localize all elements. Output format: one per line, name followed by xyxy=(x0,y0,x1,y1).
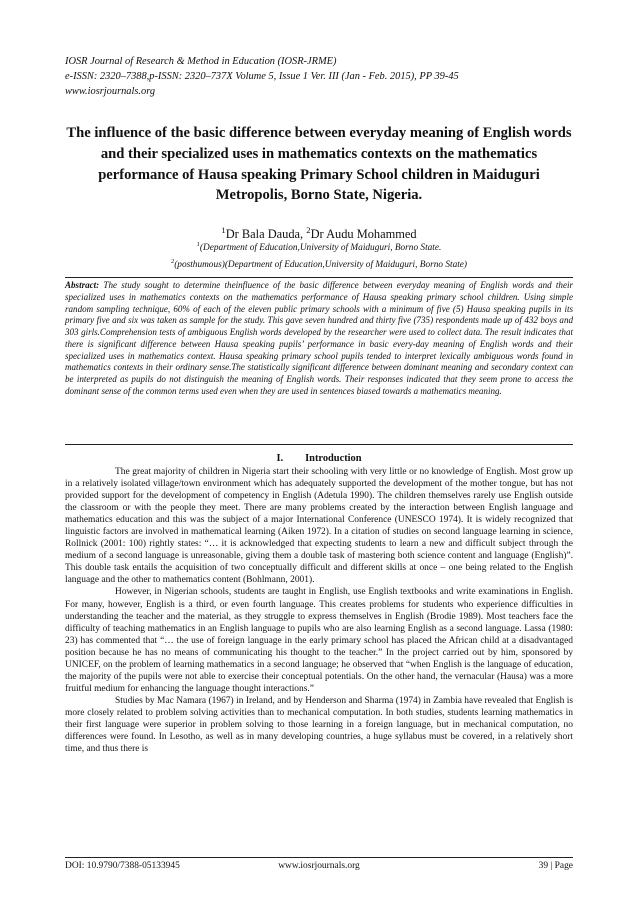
page-footer xyxy=(65,860,573,874)
journal-header xyxy=(65,54,575,99)
abstract-bottom-rule xyxy=(65,444,573,445)
footer-page-number: 39 | Page xyxy=(538,861,573,871)
author-2-marker: 2 xyxy=(306,224,311,235)
journal-name: IOSR Journal of Research & Method in Education (IOSR-JRME) xyxy=(65,56,337,67)
affiliation-2 xyxy=(62,259,576,271)
footer-rule xyxy=(65,857,573,858)
affiliation-2-text: (posthumous)(Department of Education,University of Maiduguri, Borno State) xyxy=(174,260,468,270)
abstract-text: The study sought to determine theinfluence of the basic difference between everyday meaning of English words and their specialized uses in mathematics contexts on the mathematics performance of Hausa speaking primary school children. Using simple random sampling technique, 60% of each of the eleven public primary schools with a minimum of five (5) Hausa speaking pupils in its primary five and six was taken as sample for the study. This gave seven hundred and thirty five (735) respondents made up of 432 boys and 303 girls.Comprehension tests of ambiguous English words developed by the researcher were used to collect data. The result indicates that there is significant difference between Hausa speaking pupils’ performance in basic every-day meaning of English words and their specialized uses in mathematics context. Hausa speaking primary school pupils tended to interpret lexically ambiguous words found in mathematics contexts in their ordinary sense.The statistically significant difference between dominant meaning and secondary context can be interpreted as pupils do not distinguish the meaning of English words. Their responses indicated that they seem prone to access the dominant sense of the common terms used even when they are used in sentences biased towards a mathematics meaning. xyxy=(65,280,573,396)
affiliation-1-text: (Department of Education,University of Maiduguri, Borno State. xyxy=(199,243,442,253)
author-2-name: Dr Audu Mohammed xyxy=(310,227,417,241)
section-heading xyxy=(65,452,573,465)
section-title: Introduction xyxy=(305,453,362,464)
footer-website: www.iosrjournals.org xyxy=(278,861,360,871)
body-text xyxy=(65,466,573,755)
author-1-name: Dr Bala Dauda, xyxy=(225,227,307,241)
abstract xyxy=(65,280,573,398)
abstract-label: Abstract: xyxy=(65,280,100,290)
affiliation-2-marker: 2 xyxy=(170,257,175,265)
body-paragraph-1: The great majority of children in Nigeria start their schooling with very little or no knowledge of English. Most grow up in a relatively isolated village/town environment which has adequately supported the development of the mother tongue, but has not provided support for the development of competency in English (Adetula 1990). The children themselves rarely use English outside the classroom or with the people they meet. There are many problems created by the interaction between English language and mathematics education and this was the subject of a major International Conference (UNESCO 1974). It is widely recognized that linguistic factors are involved in mathematical learning (Aiken 1972). In a citation of studies on second language learning in science, Rollnick (2001: 100) rightly states: “… it is acknowledged that expecting students to learn a new and difficult subject through the medium of a second language is unreasonable, giving them a double task of mastering both science content and language (English)”. This double task entails the acquisition of two conceptually difficult and different skills at once – one being related to the English language and the other to mathematics content (Bohlmann, 2001). xyxy=(65,467,573,586)
author-line xyxy=(62,226,576,242)
body-paragraph-3: Studies by Mac Namara (1967) in Ireland, and by Henderson and Sharma (1974) in Zambia have revealed that English is more closely related to problem solving activities than to mechanical computation. In both studies, students learning mathematics in their first language were superior in problem solving to those learning in a foreign language, but in mechanical computation, no differences were found. In Lesotho, as well as in many developing countries, a huge syllabus must be covered, in a relatively short time, and thus there is xyxy=(65,695,573,755)
affiliation-1-marker: 1 xyxy=(196,240,200,248)
abstract-top-rule xyxy=(65,277,573,278)
author-1-marker: 1 xyxy=(221,224,226,235)
section-number: I. xyxy=(276,453,284,464)
paper-title: The influence of the basic difference between everyday meaning of English words and their specialized uses in mathematics contexts on the mathematics performance of Hausa speaking Primary School children in Maiduguri Metropolis, Borno State, Nigeria. xyxy=(66,125,572,204)
journal-issn-volume: e-ISSN: 2320–7388,p-ISSN: 2320–737X Volume 5, Issue 1 Ver. III (Jan - Feb. 2015), PP 39-45 xyxy=(65,71,459,82)
affiliation-1 xyxy=(62,242,576,254)
body-paragraph-2: However, in Nigerian schools, students are taught in English, use English textbooks and write examinations in English. For many, however, English is a third, or even fourth language. This creates problems for students who experience difficulties in understanding the teacher and the material, as they struggle to express themselves in English (Brodie 1989). Most teachers face the difficulty of teaching mathematics in an English language to pupils who are also learning English as a second language. Lassa (1980: 23) has commented that “… the use of foreign language in the early primary school has placed the African child at a disadvantaged position because he has no means of communicating his thought to the teacher.” In the project carried out by him, sponsored by UNICEF, on the problem of learning mathematics in a second language; he observed that “when English is the language of education, the majority of the pupils were not able to exercise their conceptual potentials. On the other hand, the vernacular (Hausa) was a more fruitful medium for enhancing the language thought interactions.” xyxy=(65,587,573,694)
footer-doi: DOI: 10.9790/7388-05133945 xyxy=(65,861,180,871)
journal-website: www.iosrjournals.org xyxy=(65,86,156,97)
